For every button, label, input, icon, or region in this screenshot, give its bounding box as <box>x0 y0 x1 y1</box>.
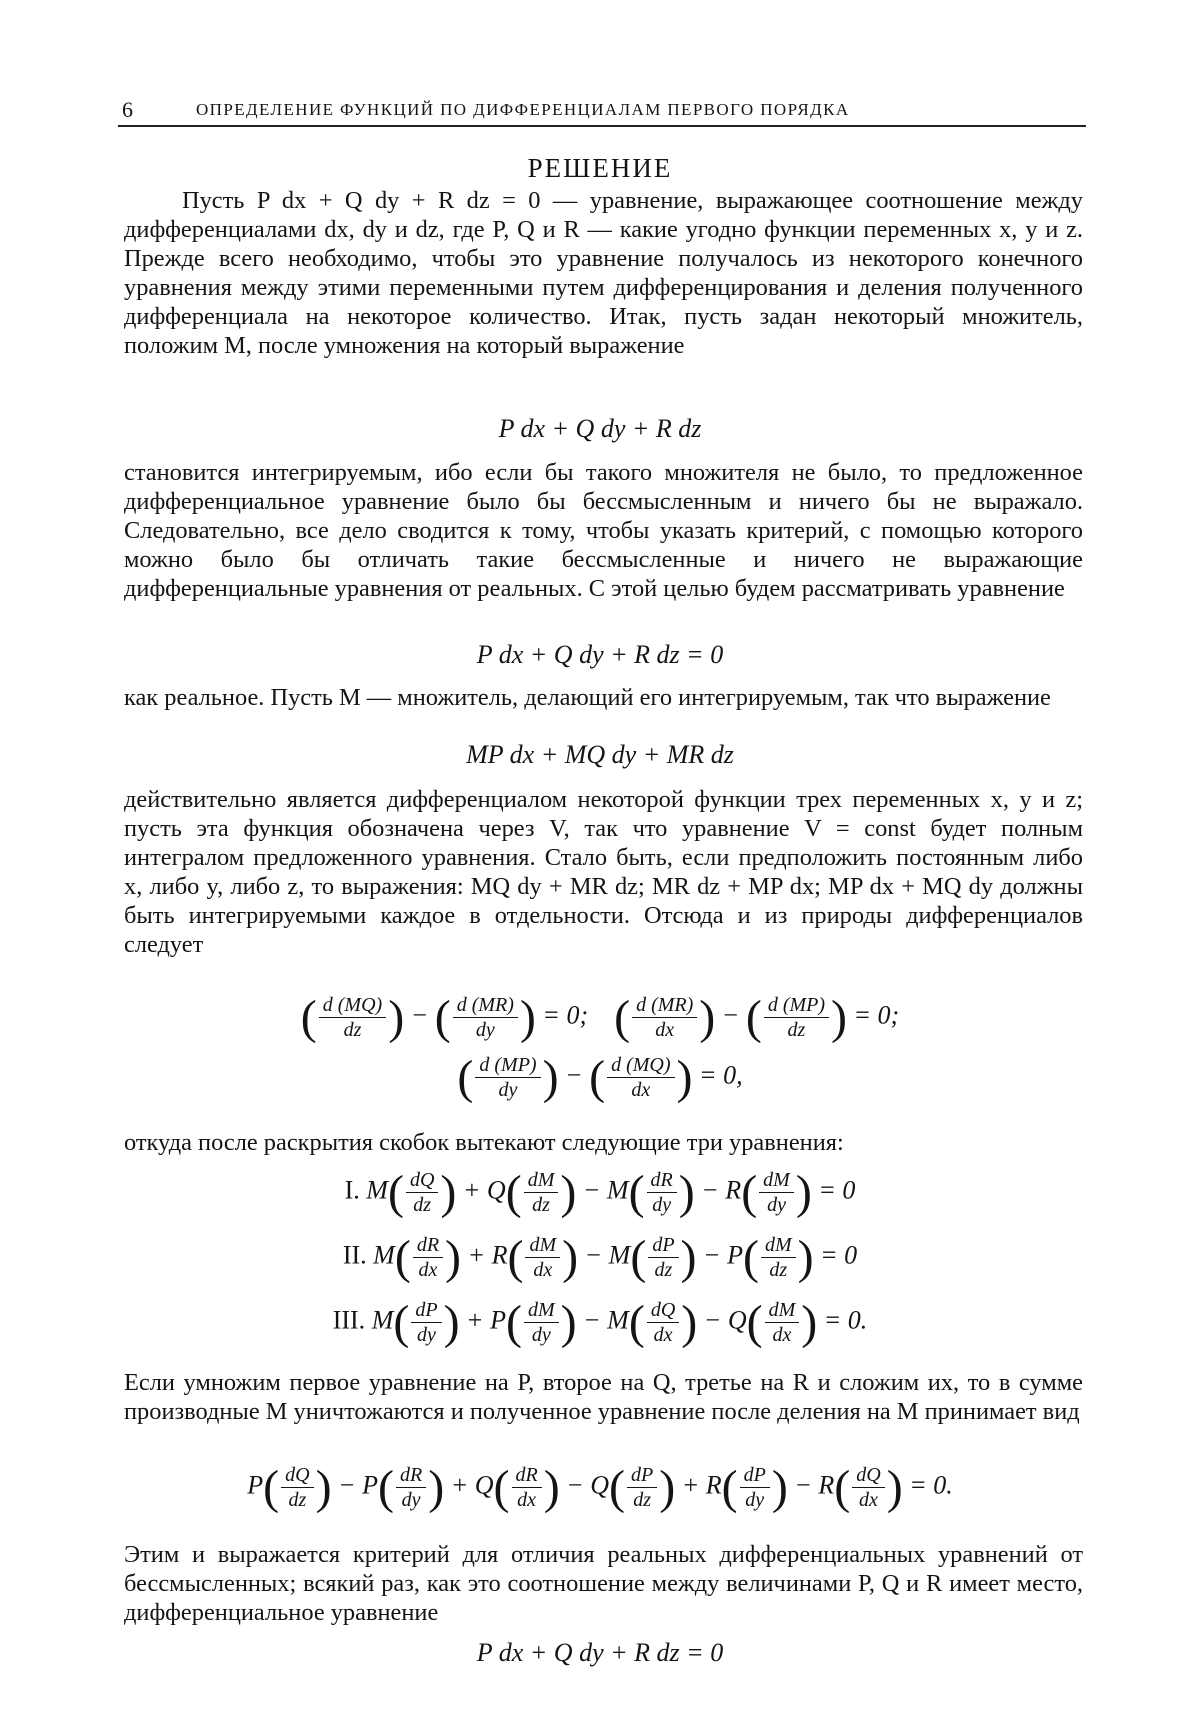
fraction: $\frac{dM}{dx}$ <box>765 1298 800 1347</box>
fraction: $\frac{dR}{dy}$ <box>647 1168 677 1217</box>
fraction: $\frac{dQ}{dx}$ <box>647 1298 679 1347</box>
fraction: $\frac{d (MP)}{dz}$ <box>764 993 829 1042</box>
paragraph-7: Этим и выражается критерий для отличия реальных дифференциальных уравнений от бессмысленных; всякий раз, как это соотношение между величинами P, Q и R имеет место, дифференциальное уравнение <box>124 1541 1083 1626</box>
mixed-partials-row-2: ( $\frac{d (MP)}{dy}$ ) − ( $\frac{d (MQ)}{dx}$ ) = 0, <box>457 1051 743 1104</box>
fraction: $\frac{d (MQ)}{dx}$ <box>607 1053 674 1102</box>
fraction: $\frac{dP}{dy}$ <box>411 1298 441 1347</box>
fraction: $\frac{dP}{dz}$ <box>627 1463 657 1512</box>
equation-II: II. M( $\frac{dR}{dx}$ ) + R( $\frac{dM}{dx}$ ) − M( $\frac{dP}{dz}$ ) − P( $\frac{dM}{dz}$ ) = 0 <box>342 1231 858 1284</box>
fraction: $\frac{dQ}{dx}$ <box>852 1463 884 1512</box>
paragraph-6: Если умножим первое уравнение на P, второе на Q, третье на R и сложим их, то в сумме производные M уничтожаются и полученное уравнение после деления на M принимает вид <box>124 1369 1083 1425</box>
fraction: $\frac{dQ}{dz}$ <box>281 1463 313 1512</box>
criterion-equation: P( $\frac{dQ}{dz}$ ) − P( $\frac{dR}{dy}$ ) + Q( $\frac{dR}{dx}$ ) − Q( $\frac{dP}{dz}$ ) + R( $\frac{dP}{dy}$ ) − R( $\frac{dQ}{dx}$ ) = 0. <box>247 1461 953 1514</box>
section-title: РЕШЕНИЕ <box>527 153 673 183</box>
fraction: $\frac{dM}{dx}$ <box>525 1233 560 1282</box>
paragraph-5: откуда после раскрытия скобок вытекают следующие три уравнения: <box>124 1129 844 1156</box>
fraction: $\frac{d (MR)}{dx}$ <box>632 993 697 1042</box>
fraction: $\frac{dM}{dz}$ <box>761 1233 796 1282</box>
equation-III: III. M( $\frac{dP}{dy}$ ) + P( $\frac{dM}{dy}$ ) − M( $\frac{dQ}{dx}$ ) − Q( $\frac{dM}{dx}$ ) = 0. <box>332 1296 868 1349</box>
paragraph-4: действительно является дифференциалом некоторой функции трех переменных x, y и z; пусть эта функция обозначена через V, так что уравнение V = const будет полным интегралом предложенного уравнения. Стало быть, если предположить постоянным либо x, либо y, либо z, то выражения: MQ dy + MR dz; MR dz + MP dx; MP dx + MQ dy должны быть интегрируемыми каждое в отдельности. Отсюда и из природы дифференциалов следует <box>124 786 1083 958</box>
fraction: $\frac{dP}{dz}$ <box>648 1233 678 1282</box>
fraction: $\frac{dR}{dx}$ <box>512 1463 542 1512</box>
page-header <box>118 95 1086 127</box>
equation-3: MP dx + MQ dy + MR dz <box>466 740 734 769</box>
paragraph-2: становится интегрируемым, ибо если бы такого множителя не было, то предложенное дифференциальное уравнение было бы бессмысленным и ничего бы не выражало. Следовательно, все дело сводится к тому, чтобы указать критерий, с помощью которого можно было бы отличать такие бессмысленные и ничего не выражающие дифференциальные уравнения от реальных. С этой целью будем рассматривать уравнение <box>124 459 1083 602</box>
fraction: $\frac{dM}{dz}$ <box>524 1168 559 1217</box>
fraction: $\frac{d (MQ)}{dz}$ <box>319 993 386 1042</box>
running-head: ОПРЕДЕЛЕНИЕ ФУНКЦИЙ ПО ДИФФЕРЕНЦИАЛАМ ПЕРВОГО ПОРЯДКА <box>196 100 850 119</box>
mixed-partials-row-1: ( $\frac{d (MQ)}{dz}$ ) − ( $\frac{d (MR)}{dy}$ ) = 0; ( $\frac{d (MR)}{dx}$ ) − ( $\frac{d (MP)}{dz}$ ) = 0; <box>300 991 900 1044</box>
equation-last: P dx + Q dy + R dz = 0 <box>476 1638 724 1667</box>
equation-2: P dx + Q dy + R dz = 0 <box>476 640 724 669</box>
equation-1: P dx + Q dy + R dz <box>498 414 702 443</box>
fraction: $\frac{d (MP)}{dy}$ <box>475 1053 540 1102</box>
page-number: 6 <box>122 97 133 122</box>
fraction: $\frac{d (MR)}{dy}$ <box>453 993 518 1042</box>
paragraph-3: как реальное. Пусть M — множитель, делающий его интегрируемым, так что выражение <box>124 684 1051 711</box>
fraction: $\frac{dR}{dy}$ <box>396 1463 426 1512</box>
fraction: $\frac{dR}{dx}$ <box>413 1233 443 1282</box>
fraction: $\frac{dM}{dy}$ <box>759 1168 794 1217</box>
paragraph-1: Пусть P dx + Q dy + R dz = 0 — уравнение, выражающее соотношение между дифференциалами dx, dy и dz, где P, Q и R — какие угодно функции переменных x, y и z. Прежде всего необходимо, чтобы это уравнение получалось из некоторого конечного уравнения между этими переменными путем дифференцирования и деления полученного дифференциала на некоторое количество. Итак, пусть задан некоторый множитель, положим M, после умножения на который выражение <box>124 187 1083 359</box>
fraction: $\frac{dQ}{dz}$ <box>406 1168 438 1217</box>
fraction: $\frac{dM}{dy}$ <box>524 1298 559 1347</box>
fraction: $\frac{dP}{dy}$ <box>740 1463 770 1512</box>
equation-I: I. M( $\frac{dQ}{dz}$ ) + Q( $\frac{dM}{dz}$ ) − M( $\frac{dR}{dy}$ ) − R( $\frac{dM}{dy}$ ) = 0 <box>344 1166 856 1219</box>
